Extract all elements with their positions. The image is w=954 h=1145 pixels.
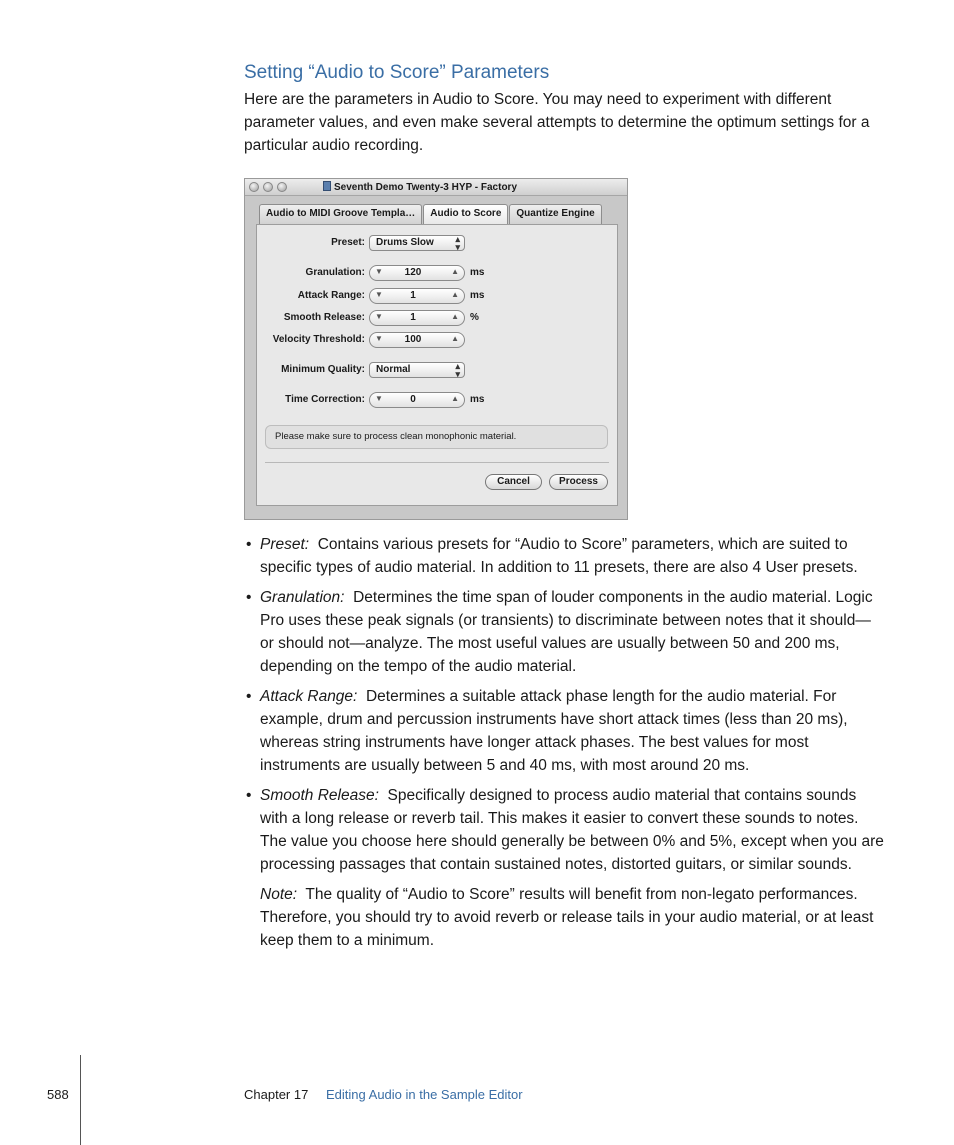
increment-arrow-icon[interactable]: ▲ [451,267,459,276]
increment-arrow-icon[interactable]: ▲ [451,394,459,403]
smooth-release-stepper[interactable] [369,310,465,326]
window-titlebar [245,179,627,196]
popup-arrows-icon: ▴ ▾ [455,234,460,252]
smooth-release-label: Smooth Release: [283,312,365,323]
cancel-button[interactable]: Cancel [485,474,542,490]
tab-audio-to-midi-groove[interactable]: Audio to MIDI Groove Templa… [259,204,422,224]
list-text: Determines a suitable attack phase length for the audio material. For example, drum and percussion instruments have short attack times (less than 20 ms), whereas string instruments have longer attack phases. The best values for most instruments are usually between 5 and 40 ms, with most around 20 ms. [260,688,848,774]
popup-arrows-icon: ▴ ▾ [455,361,460,379]
time-correction-stepper[interactable] [369,392,465,408]
list-item [244,685,884,777]
decrement-arrow-icon[interactable]: ▼ [375,312,383,321]
bullet-mark: • [246,688,252,705]
tab-audio-to-score[interactable]: Audio to Score [423,204,508,224]
list-item [244,784,884,876]
attack-range-unit: ms [470,290,485,301]
process-button[interactable]: Process [549,474,608,490]
info-message: Please make sure to process clean monophonic material. [265,425,608,449]
list-term: Granulation: [260,589,345,606]
list-text: Specifically designed to process audio material that contains sounds with a long release or reverb tail. This makes it easier to convert these sounds to notes. The value you choose here should generally be between 0% and 5%, except when you are processing passages that contain sustained notes, distorted guitars, or similar sounds. [260,787,884,873]
intro-paragraph: Here are the parameters in Audio to Score. You may need to experiment with different parameter values, and even make several attempts to determine the optimum settings for a particular audio recording. [244,91,870,154]
list-text: Determines the time span of louder components in the audio material. Logic Pro uses these peak signals (or transients) to discriminate between notes that it should—or should not—analyze. The most useful values are usually between 50 and 200 ms, depending on the tempo of the audio material. [260,589,873,675]
window-title-text: Seventh Demo Twenty-3 HYP - Factory [334,182,518,193]
decrement-arrow-icon[interactable]: ▼ [375,267,383,276]
parameter-list [244,533,884,952]
time-correction-unit: ms [470,394,485,405]
tab-bar [259,204,603,224]
section-title: Setting “Audio to Score” Parameters [244,62,550,83]
granulation-stepper[interactable] [369,265,465,281]
note-paragraph [244,883,884,952]
tab-quantize-engine[interactable]: Quantize Engine [509,204,601,224]
time-correction-value: 0 [410,394,416,405]
page-number: 588 [47,1087,69,1102]
bullet-mark: • [246,536,252,553]
granulation-unit: ms [470,267,485,278]
increment-arrow-icon[interactable]: ▲ [451,290,459,299]
settings-panel [256,224,618,506]
zoom-window-icon[interactable] [277,182,287,192]
smooth-release-value: 1 [410,312,416,323]
list-item [244,533,884,579]
granulation-value: 120 [404,267,422,278]
preset-label: Preset: [331,237,365,248]
velocity-threshold-label: Velocity Threshold: [272,334,365,345]
attack-range-value: 1 [410,290,416,301]
bullet-mark: • [246,589,252,606]
list-term: Smooth Release: [260,787,379,804]
list-text: Contains various presets for “Audio to Score” parameters, which are suited to specific types of audio material. In addition to 11 presets, there are also 4 User presets. [260,536,858,576]
time-correction-label: Time Correction: [285,394,365,405]
bullet-mark: • [246,787,252,804]
smooth-release-unit: % [470,312,479,323]
chapter-title: Editing Audio in the Sample Editor [326,1087,523,1102]
minimum-quality-select[interactable] [369,362,465,378]
velocity-threshold-value: 100 [404,334,422,345]
velocity-threshold-stepper[interactable] [369,332,465,348]
preset-value: Drums Slow [376,237,434,248]
decrement-arrow-icon[interactable]: ▼ [375,334,383,343]
list-term: Attack Range: [260,688,358,705]
window-title [323,181,517,193]
list-item [244,586,884,678]
granulation-label: Granulation: [305,267,365,278]
document-icon [323,181,331,191]
footer-divider [80,1055,81,1145]
decrement-arrow-icon[interactable]: ▼ [375,394,383,403]
divider [265,462,609,463]
attack-range-stepper[interactable] [369,288,465,304]
increment-arrow-icon[interactable]: ▲ [451,334,459,343]
audio-to-score-window [244,178,628,520]
attack-range-label: Attack Range: [297,290,365,301]
decrement-arrow-icon[interactable]: ▼ [375,290,383,299]
increment-arrow-icon[interactable]: ▲ [451,312,459,321]
close-window-icon[interactable] [249,182,259,192]
minimum-quality-value: Normal [376,364,411,375]
minimize-window-icon[interactable] [263,182,273,192]
chapter-label: Chapter 17 [244,1087,309,1102]
note-term: Note: [260,886,298,903]
list-term: Preset: [260,536,310,553]
preset-select[interactable] [369,235,465,251]
note-text: The quality of “Audio to Score” results will benefit from non-legato performances. Therefore, you should try to avoid reverb or release tails in your audio material, or at least keep them to a minimum. [260,886,874,949]
minimum-quality-label: Minimum Quality: [281,364,365,375]
